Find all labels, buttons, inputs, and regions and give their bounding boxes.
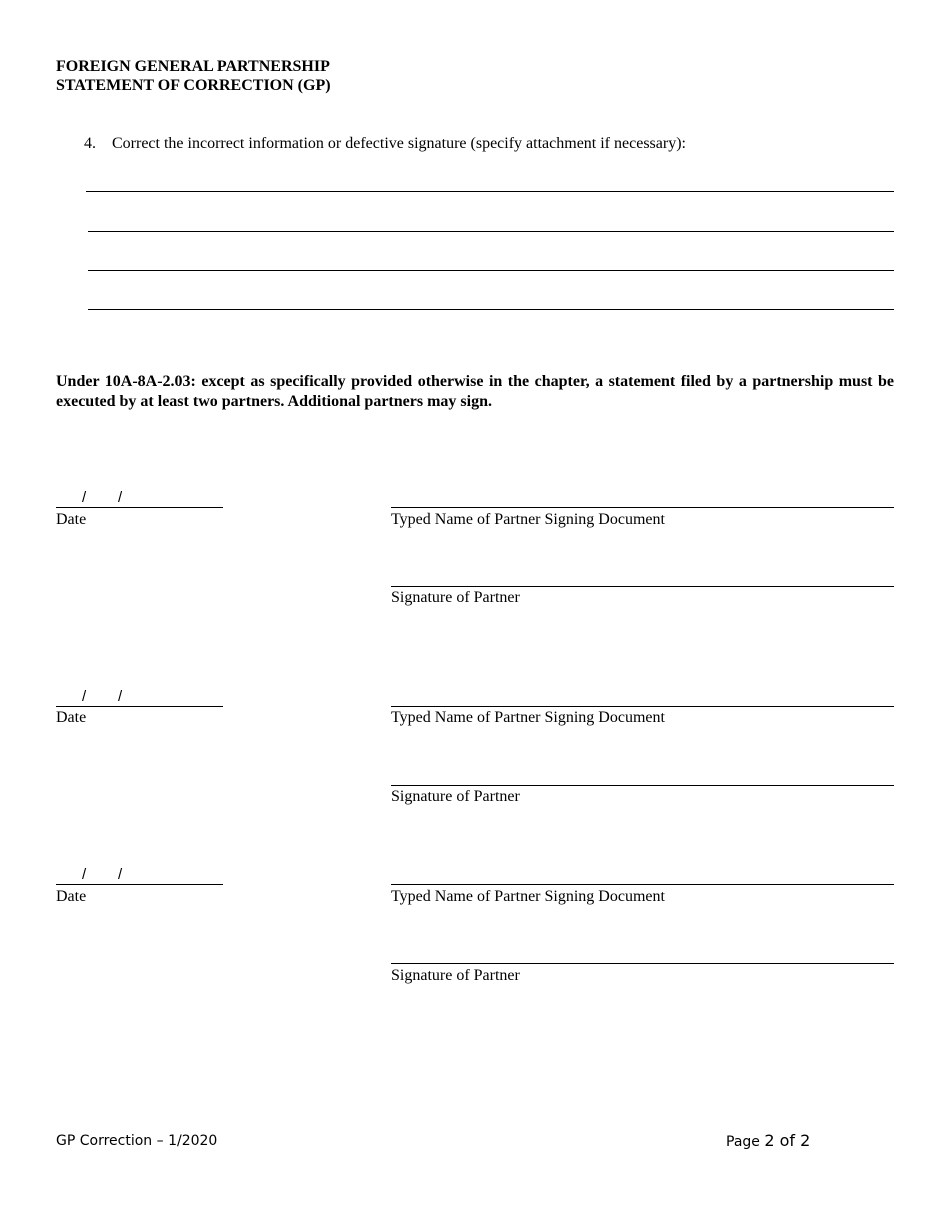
item-4-text: Correct the incorrect information or defective signature (specify attachment if necessary): [112,135,686,152]
page-of: of [774,1131,801,1150]
item-4-number: 4. [84,135,96,152]
typed-name-label-3: Typed Name of Partner Signing Document [391,888,665,905]
date-separator: / [82,866,87,883]
date-separator: / [118,866,123,883]
date-label-2: Date [56,709,87,726]
typed-name-line-3[interactable] [391,884,894,885]
date-separator: / [82,489,87,506]
form-title-line1: FOREIGN GENERAL PARTNERSHIP [56,58,330,75]
date-field-2[interactable] [56,686,223,707]
signature-label-1: Signature of Partner [391,589,520,606]
correction-line-4[interactable] [88,309,894,310]
page-total: 2 [800,1131,811,1150]
date-label-3: Date [56,888,87,905]
typed-name-line-1[interactable] [391,507,894,508]
footer-form-id: GP Correction – 1/2020 [56,1133,218,1149]
form-title [56,57,331,95]
date-field-3[interactable] [56,864,223,885]
date-label-1: Date [56,511,87,528]
signature-label-3: Signature of Partner [391,967,520,984]
signature-label-2: Signature of Partner [391,788,520,805]
footer-page-number [726,1131,810,1150]
typed-name-line-2[interactable] [391,706,894,707]
correction-line-1[interactable] [86,191,894,192]
typed-name-label-1: Typed Name of Partner Signing Document [391,511,665,528]
page-prefix: Page [726,1134,765,1150]
execution-notice: Under 10A-8A-2.03: except as specifically provided otherwise in the chapter, a statement filed by a partnership must be executed by at least two partners. Additional partners may sign. [56,373,894,410]
date-separator: / [82,688,87,705]
date-separator: / [118,489,123,506]
signature-line-1[interactable] [391,586,894,587]
page-current: 2 [764,1131,775,1150]
date-field-1[interactable] [56,487,223,508]
correction-line-2[interactable] [88,231,894,232]
date-separator: / [118,688,123,705]
signature-line-3[interactable] [391,963,894,964]
item-4-instruction [84,135,686,153]
form-title-line2: STATEMENT OF CORRECTION (GP) [56,77,331,94]
correction-line-3[interactable] [88,270,894,271]
signature-line-2[interactable] [391,785,894,786]
typed-name-label-2: Typed Name of Partner Signing Document [391,709,665,726]
